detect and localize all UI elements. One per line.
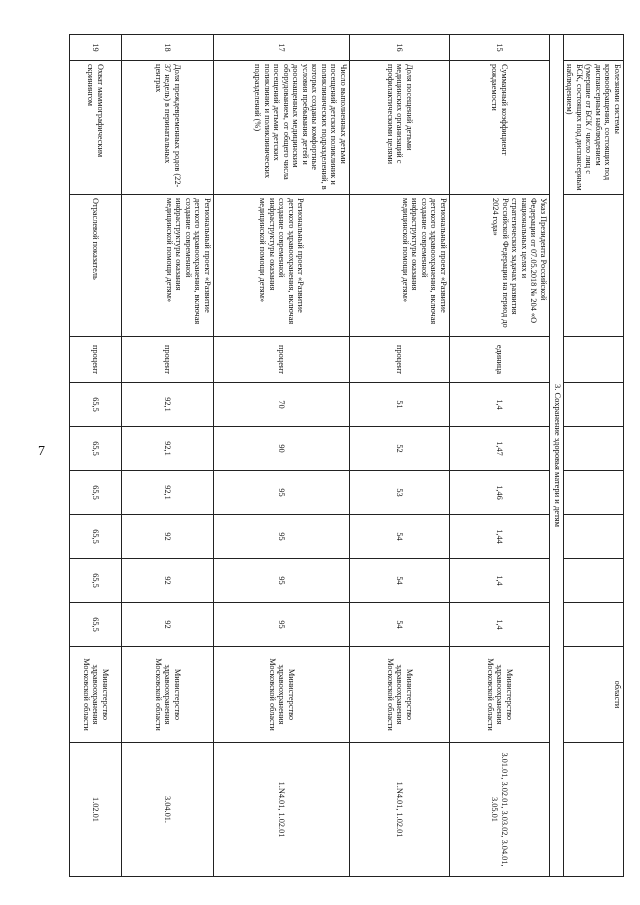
cell-value: 95	[213, 471, 349, 515]
cell-unit: процент	[69, 337, 121, 383]
cell-unit: процент	[121, 337, 213, 383]
cell-value: 65,5	[69, 515, 121, 559]
cell-indicator: Доля преждевременных родов (22-37 недель) в перинатальных центрах	[121, 61, 213, 195]
cell-basis	[563, 195, 623, 337]
cell-value: 95	[213, 515, 349, 559]
cell-value: 65,5	[69, 471, 121, 515]
cell-value: 92	[121, 559, 213, 603]
cell-activities: 3.01.01, 3.02.01, 3.03.02, 3.04.01, 3.05.01	[449, 743, 549, 877]
cell-value	[563, 471, 623, 515]
cell-value: 92	[121, 515, 213, 559]
cell-value: 95	[213, 603, 349, 647]
section-row	[549, 35, 563, 877]
cell-activities: 1.N4.01, 1.02.01	[213, 743, 349, 877]
cell-num: 15	[449, 35, 549, 61]
cell-value: 65,5	[69, 427, 121, 471]
cell-unit: процент	[349, 337, 449, 383]
cell-value: 1,4	[449, 383, 549, 427]
cell-value: 92,1	[121, 471, 213, 515]
cell-basis: Отраслевой показатель	[69, 195, 121, 337]
cell-value: 92,1	[121, 383, 213, 427]
page-number: 7	[38, 444, 45, 459]
cell-basis: Региональный проект «Развитие детского здравоохранения, включая создание современной инфраструктуры оказания медицинской помощи детям»	[213, 195, 349, 337]
cell-basis: Указ Президента Российской Федерации от 07.05.2018 № 204 «О национальных целях и стратегических задачах развития Российской Федерации на период до 2024 года»	[449, 195, 549, 337]
table-row	[449, 35, 549, 877]
cell-activities: 1.N4.01, 1.02.01	[349, 743, 449, 877]
cell-value: 53	[349, 471, 449, 515]
cell-indicator: Число выполненных детьми посещений детских поликлиник и поликлинических подразделений, в которых созданы комфортные условия пребывания детей и дооснащенных медицинским оборудованием, от общего числа посещений детьми детских поликлиник и поликлинических подразделений (%)	[213, 61, 349, 195]
cell-indicator: Охват маммографическим скринингом	[69, 61, 121, 195]
cell-num: 16	[349, 35, 449, 61]
cell-num	[563, 35, 623, 61]
cell-value: 70	[213, 383, 349, 427]
cell-value: 65,5	[69, 383, 121, 427]
cell-value: 92	[121, 603, 213, 647]
cell-value: 54	[349, 603, 449, 647]
cell-value: 52	[349, 427, 449, 471]
table-container	[74, 34, 624, 876]
cell-indicator: Болезнями системы кровообращения, состоящих под диспансерным наблюдением (умершие от БСК / число лиц с БСК, состоящих под диспансерным наблюдением)	[563, 61, 623, 195]
cell-num: 19	[69, 35, 121, 61]
cell-value: 92,1	[121, 427, 213, 471]
cell-indicator: Суммарный коэффициент рождаемости	[449, 61, 549, 195]
cell-unit: процент	[213, 337, 349, 383]
cell-value: 51	[349, 383, 449, 427]
cell-executor: Министерство здравоохранения Московской области	[213, 647, 349, 743]
rotated-table-region	[74, 34, 624, 876]
cell-num: 17	[213, 35, 349, 61]
cell-value: 95	[213, 559, 349, 603]
cell-value	[563, 559, 623, 603]
section-title: 3. Сохранение здоровья матери и детям	[549, 35, 563, 877]
cell-value: 65,5	[69, 559, 121, 603]
cell-executor: Министерство здравоохранения Московской области	[449, 647, 549, 743]
cell-value: 1,4	[449, 559, 549, 603]
cell-num: 18	[121, 35, 213, 61]
table-row	[349, 35, 449, 877]
cell-value: 65,5	[69, 603, 121, 647]
cell-unit: единица	[449, 337, 549, 383]
cell-value	[563, 383, 623, 427]
cell-value: 54	[349, 515, 449, 559]
indicators-table	[69, 34, 624, 877]
cell-value: 1,4	[449, 603, 549, 647]
cell-value: 90	[213, 427, 349, 471]
cell-basis: Региональный проект «Развитие детского здравоохранения, включая создание современной инфраструктуры оказания медицинской помощи детям»	[349, 195, 449, 337]
table-row	[213, 35, 349, 877]
cell-executor: Министерство здравоохранения Московской области	[349, 647, 449, 743]
table-row	[563, 35, 623, 877]
cell-unit	[563, 337, 623, 383]
table-row	[121, 35, 213, 877]
cell-executor: Министерство здравоохранения Московской области	[69, 647, 121, 743]
cell-executor: Министерство здравоохранения Московской области	[121, 647, 213, 743]
cell-value: 1,44	[449, 515, 549, 559]
cell-value: 1,46	[449, 471, 549, 515]
cell-value	[563, 515, 623, 559]
cell-indicator: Доля посещений детьми медицинских организаций с профилактическими целями	[349, 61, 449, 195]
cell-basis: Региональный проект «Развитие детского здравоохранения, включая создание современной инфраструктуры оказания медицинской помощи детям»	[121, 195, 213, 337]
cell-value	[563, 603, 623, 647]
cell-value	[563, 427, 623, 471]
cell-value: 1,47	[449, 427, 549, 471]
cell-executor: области	[563, 647, 623, 743]
cell-activities: 1.02.01	[69, 743, 121, 877]
table-row	[69, 35, 121, 877]
cell-value: 54	[349, 559, 449, 603]
cell-activities	[563, 743, 623, 877]
cell-activities: 3.04.01.	[121, 743, 213, 877]
